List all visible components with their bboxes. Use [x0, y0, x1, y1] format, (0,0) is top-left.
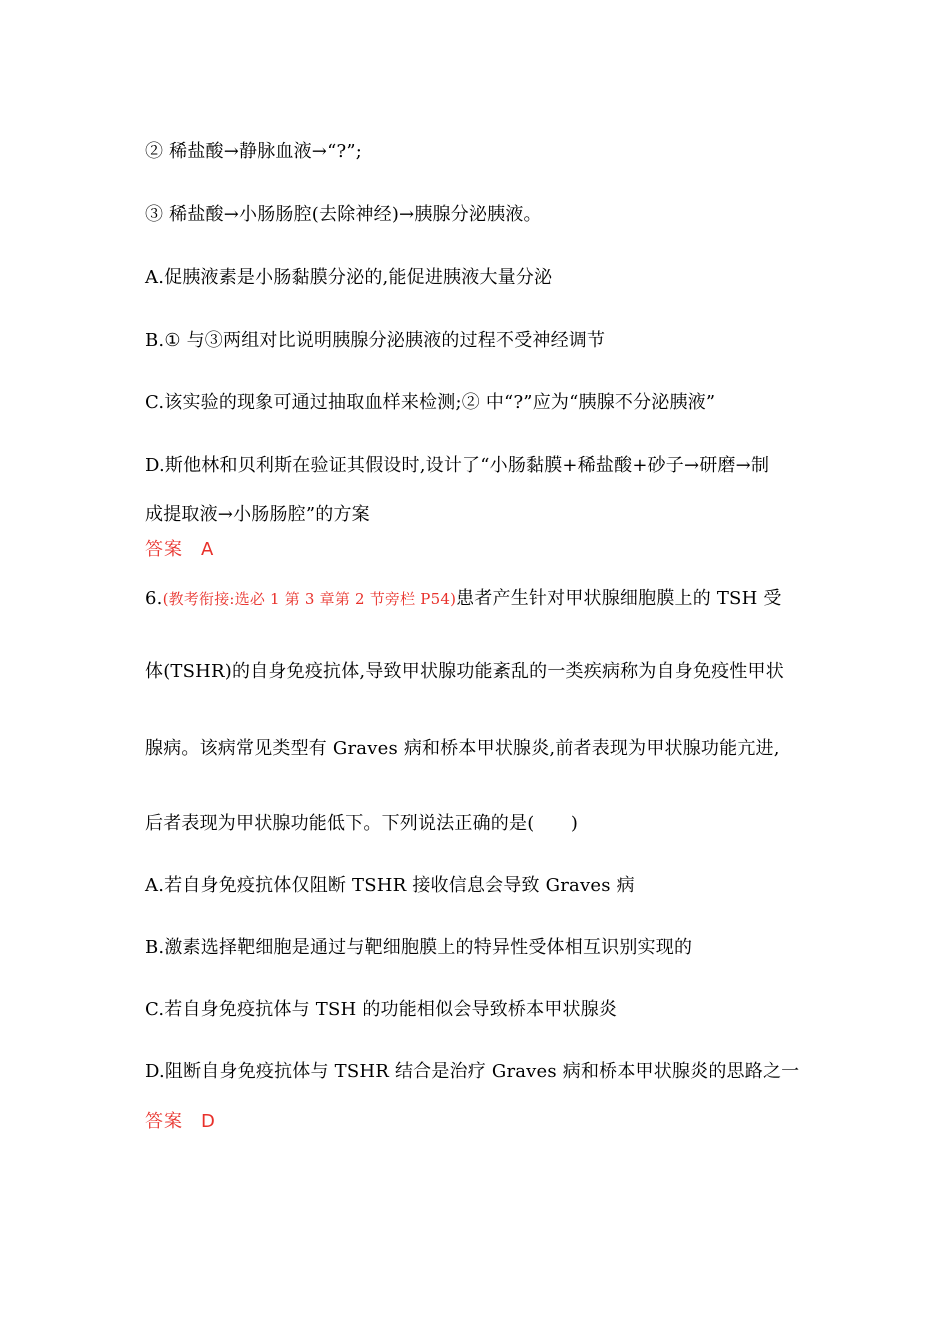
q6-stem-line4: 后者表现为甲状腺功能低下。下列说法正确的是( ) — [145, 813, 579, 834]
q5-option-d-line1: D.斯他林和贝利斯在验证其假设时,设计了“小肠黏膜+稀盐酸+砂子→研磨→制 — [145, 455, 770, 476]
q6-stem-line2: 体(TSHR)的自身免疫抗体,导致甲状腺功能紊乱的一类疾病称为自身免疫性甲状 — [145, 661, 784, 682]
q6-answer — [145, 1110, 215, 1134]
q5-answer-value: A — [201, 539, 214, 560]
q6-stem-line1 — [145, 587, 782, 611]
q5-option-a: A.促胰液素是小肠黏膜分泌的,能促进胰液大量分泌 — [145, 267, 553, 288]
q6-option-d: D.阻断自身免疫抗体与 TSHR 结合是治疗 Graves 病和桥本甲状腺炎的思路之一 — [145, 1061, 800, 1082]
q5-option-c: C.该实验的现象可通过抽取血样来检测;② 中“?”应为“胰腺不分泌胰液” — [145, 392, 716, 413]
q5-answer-label: 答案 — [145, 539, 183, 560]
q5-answer — [145, 538, 213, 562]
q6-number: 6. — [145, 588, 163, 609]
q5-option-b: B.① 与③两组对比说明胰腺分泌胰液的过程不受神经调节 — [145, 330, 606, 351]
q6-stem-line3: 腺病。该病常见类型有 Graves 病和桥本甲状腺炎,前者表现为甲状腺功能亢进, — [145, 738, 780, 759]
q6-answer-value: D — [201, 1111, 215, 1132]
q5-step2: ② 稀盐酸→静脉血液→“?”; — [145, 141, 363, 162]
q6-option-b: B.激素选择靶细胞是通过与靶细胞膜上的特异性受体相互识别实现的 — [145, 937, 693, 958]
q5-option-d-line2: 成提取液→小肠肠腔”的方案 — [145, 504, 370, 525]
q6-stem-text: 患者产生针对甲状腺细胞膜上的 TSH 受 — [456, 588, 782, 609]
q5-step3: ③ 稀盐酸→小肠肠腔(去除神经)→胰腺分泌胰液。 — [145, 204, 542, 225]
q6-option-c: C.若自身免疫抗体与 TSH 的功能相似会导致桥本甲状腺炎 — [145, 999, 618, 1020]
q6-answer-label: 答案 — [145, 1111, 183, 1132]
q6-source: (教考衔接:选必 1 第 3 章第 2 节旁栏 P54) — [162, 590, 457, 608]
q6-option-a: A.若自身免疫抗体仅阻断 TSHR 接收信息会导致 Graves 病 — [145, 875, 635, 896]
